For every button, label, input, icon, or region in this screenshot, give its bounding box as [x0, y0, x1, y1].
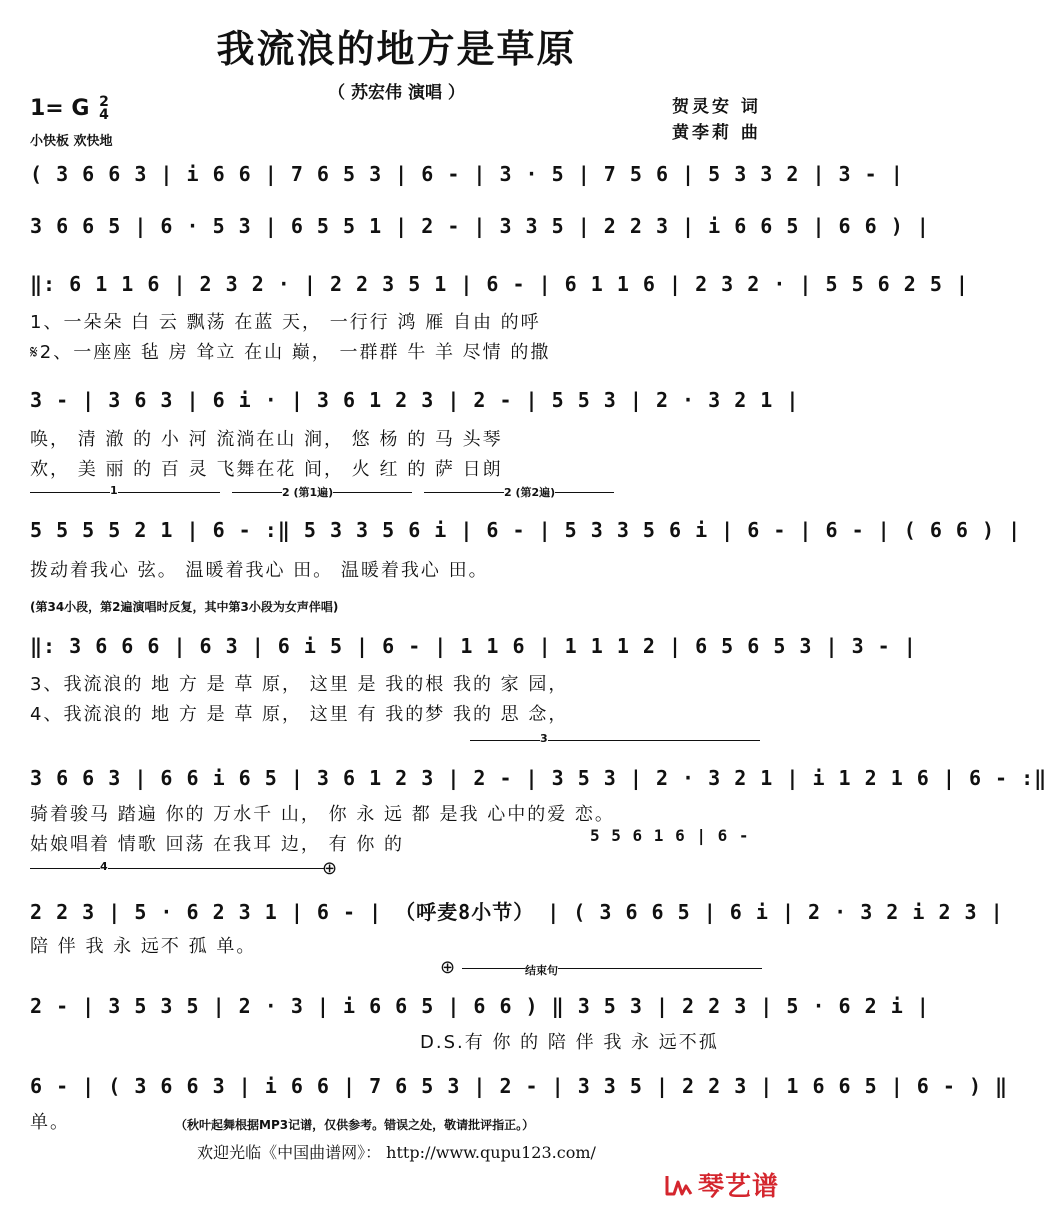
time-bottom: 4	[99, 107, 109, 123]
piano-key-logo-icon	[664, 1172, 694, 1198]
coda-icon: ⊕	[440, 957, 456, 978]
volta-bracket-1	[30, 484, 220, 503]
time-top: 2	[99, 94, 109, 110]
lyric-ending: 单。	[30, 1112, 70, 1133]
key-text: 1= G	[30, 96, 90, 121]
score-row-10: 6 - | ( 3 6 6 3 | i 6 6 | 7 6 5 3 | 2 - | 3 3 5 | 2 2 3 | 1 6 6 5 | 6 - ) ‖	[30, 1074, 1009, 1098]
lyric-verse-4: 4、我流浪的 地 方 是 草 原， 这里 有 我的梦 我的 思 念，	[30, 704, 569, 725]
volta-label: 4	[100, 860, 108, 873]
alternate-melody: 5 5 6 1 6 | 6 -	[590, 826, 750, 845]
logo-text: 琴艺谱	[697, 1172, 779, 1202]
score-row-1: ( 3 6 6 3 | i 6 6 | 7 6 5 3 | 6 - | 3 · 5 | 7 5 6 | 5 3 3 2 | 3 - |	[30, 162, 904, 186]
repeat-note: (第34小段，第2遍演唱时反复，其中第3小段为女声伴唱)	[30, 600, 339, 614]
footer-site: 欢迎光临《中国曲谱网》： http://www.qupu123.com/	[197, 1143, 596, 1162]
volta-bracket-3	[424, 486, 614, 503]
lyric-verse-3: 3、我流浪的 地 方 是 草 原， 这里 是 我的根 我的 家 园，	[30, 674, 569, 695]
score-row-4: 3 - | 3 6 3 | 6 i · | 3 6 1 2 3 | 2 - | 5 5 3 | 2 · 3 2 1 |	[30, 388, 800, 412]
singer-credit: （ 苏宏伟 演唱 ）	[328, 83, 465, 103]
score-row-3: ‖: 6 1 1 6 | 2 3 2 · | 2 2 3 5 1 | 6 - | 6 1 1 6 | 2 3 2 · | 5 5 6 2 5 |	[30, 272, 969, 296]
page-title: 我流浪的地方是草原	[216, 27, 577, 71]
lyric-verse-4: 姑娘唱着 情歌 回荡 在我耳 边， 有 你 的	[30, 834, 405, 855]
lyric-verse-1: 拨动着我心 弦。 温暖着我心 田。 温暖着我心 田。	[30, 560, 489, 581]
volta-bracket-4	[470, 732, 760, 751]
score-row-2: 3 6 6 5 | 6 · 5 3 | 6 5 5 1 | 2 - | 3 3 5 | 2 2 3 | i 6 6 5 | 6 6 ) |	[30, 214, 930, 238]
score-row-6: ‖: 3 6 6 6 | 6 3 | 6 i 5 | 6 - | 1 1 6 | 1 1 1 2 | 6 5 6 5 3 | 3 - |	[30, 634, 917, 658]
site-logo	[664, 1166, 779, 1203]
score-row-7: 3 6 6 3 | 6 6 i 6 5 | 3 6 1 2 3 | 2 - | 3 5 3 | 2 · 3 2 1 | i 1 2 1 6 | 6 - :‖	[30, 766, 1047, 790]
time-signature	[99, 96, 109, 122]
coda-icon: ⊕	[322, 858, 338, 879]
volta-bracket-2	[232, 486, 412, 503]
lyric-verse-1: 1、一朵朵 白 云 飘荡 在蓝 天， 一行行 鸿 雁 自由 的呼	[30, 312, 541, 333]
volta-label: 2 (第1遍)	[282, 486, 334, 499]
coda-label: 结束句	[525, 964, 558, 977]
volta-bracket-5	[30, 860, 325, 879]
composer-credit: 黄李莉 曲	[672, 123, 761, 143]
lyric-verse-2: 欢， 美 丽 的 百 灵 飞舞在花 间， 火 红 的 萨 日朗	[30, 459, 503, 480]
coda-line	[462, 968, 762, 969]
key-signature	[30, 96, 109, 122]
lyric-verse-1: 唤， 清 澈 的 小 河 流淌在山 涧， 悠 杨 的 马 头琴	[30, 429, 503, 450]
lyricist-credit: 贺灵安 词	[672, 97, 761, 117]
volta-label: 3	[540, 732, 548, 745]
lyric-ending: D.S.有 你 的 陪 伴 我 永 远不孤	[420, 1032, 719, 1053]
tempo-marking: 小快板 欢快地	[30, 134, 113, 149]
score-row-9: 2 - | 3 5 3 5 | 2 · 3 | i 6 6 5 | 6 6 ) ‖ 3 5 3 | 2 2 3 | 5 · 6 2 i |	[30, 994, 930, 1018]
lyric-verse-3: 骑着骏马 踏遍 你的 万水千 山， 你 永 远 都 是我 心中的爱 恋。	[30, 804, 615, 825]
lyric-verse-2: 𝄋2、一座座 毡 房 耸立 在山 巅， 一群群 牛 羊 尽情 的撒	[30, 342, 551, 363]
lyric-verse-3: 陪 伴 我 永 远不 孤 单。	[30, 936, 257, 957]
score-row-8: 2 2 3 | 5 · 6 2 3 1 | 6 - | （呼麦8小节） | ( 3 6 6 5 | 6 i | 2 · 3 2 i 2 3 |	[30, 900, 1004, 924]
volta-label: 1	[110, 484, 118, 497]
source-note: （秋叶起舞根据MP3记谱，仅供参考。错误之处，敬请批评指正。）	[175, 1118, 535, 1132]
score-row-5: 5 5 5 5 2 1 | 6 - :‖ 5 3 3 5 6 i | 6 - | 5 3 3 5 6 i | 6 - | 6 - | ( 6 6 ) |	[30, 518, 1022, 542]
volta-label: 2 (第2遍)	[504, 486, 556, 499]
